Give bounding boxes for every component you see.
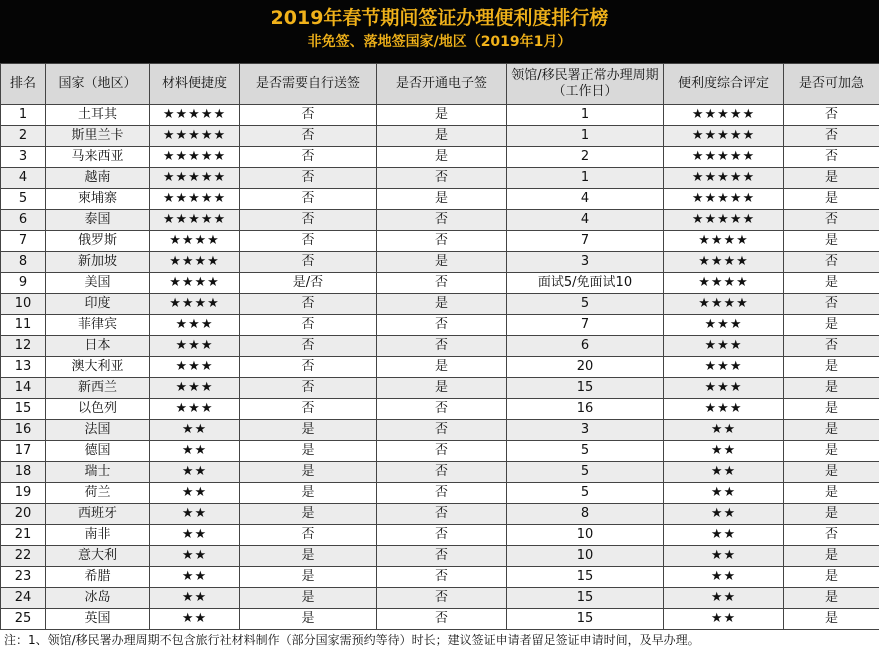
e-visa-cell: 是 xyxy=(377,294,507,315)
table-row xyxy=(1,210,879,231)
e-visa-cell: 否 xyxy=(377,441,507,462)
table-row xyxy=(1,315,879,336)
overall-rating-cell: ★★★★★ xyxy=(664,147,784,168)
country-cell: 以色列 xyxy=(46,399,150,420)
overall-rating-cell: ★★★★★ xyxy=(664,210,784,231)
self-submit-cell: 是 xyxy=(240,609,377,630)
processing-days-cell: 4 xyxy=(507,189,664,210)
processing-days-cell: 16 xyxy=(507,399,664,420)
country-cell: 法国 xyxy=(46,420,150,441)
table-row xyxy=(1,525,879,546)
expedite-cell: 否 xyxy=(784,105,879,126)
material-ease-cell: ★★★★★ xyxy=(150,147,240,168)
e-visa-cell: 是 xyxy=(377,357,507,378)
expedite-cell: 是 xyxy=(784,357,879,378)
expedite-cell: 是 xyxy=(784,315,879,336)
processing-days-cell: 7 xyxy=(507,315,664,336)
country-cell: 马来西亚 xyxy=(46,147,150,168)
rank-cell: 19 xyxy=(1,483,46,504)
table-row xyxy=(1,546,879,567)
overall-rating-cell: ★★ xyxy=(664,504,784,525)
table-row xyxy=(1,168,879,189)
col-header-self-submit: 是否需要自行送签 xyxy=(240,64,377,105)
e-visa-cell: 是 xyxy=(377,189,507,210)
rank-cell: 9 xyxy=(1,273,46,294)
overall-rating-cell: ★★★ xyxy=(664,336,784,357)
rank-cell: 1 xyxy=(1,105,46,126)
e-visa-cell: 否 xyxy=(377,588,507,609)
table-row xyxy=(1,294,879,315)
self-submit-cell: 是 xyxy=(240,462,377,483)
expedite-cell: 否 xyxy=(784,336,879,357)
expedite-cell: 否 xyxy=(784,252,879,273)
processing-days-cell: 面试5/免面试10 xyxy=(507,273,664,294)
rank-cell: 15 xyxy=(1,399,46,420)
rank-cell: 17 xyxy=(1,441,46,462)
self-submit-cell: 否 xyxy=(240,189,377,210)
material-ease-cell: ★★ xyxy=(150,420,240,441)
col-header-processing-days: 领馆/移民署正常办理周期（工作日） xyxy=(507,64,664,105)
expedite-cell: 是 xyxy=(784,546,879,567)
expedite-cell: 否 xyxy=(784,525,879,546)
col-header-overall-rating: 便利度综合评定 xyxy=(664,64,784,105)
rank-cell: 4 xyxy=(1,168,46,189)
self-submit-cell: 是 xyxy=(240,504,377,525)
country-cell: 南非 xyxy=(46,525,150,546)
processing-days-cell: 6 xyxy=(507,336,664,357)
processing-days-cell: 5 xyxy=(507,483,664,504)
processing-days-cell: 1 xyxy=(507,168,664,189)
table-row xyxy=(1,567,879,588)
e-visa-cell: 否 xyxy=(377,231,507,252)
country-cell: 新加坡 xyxy=(46,252,150,273)
overall-rating-cell: ★★★★★ xyxy=(664,126,784,147)
material-ease-cell: ★★★★ xyxy=(150,252,240,273)
material-ease-cell: ★★ xyxy=(150,504,240,525)
processing-days-cell: 15 xyxy=(507,567,664,588)
processing-days-cell: 10 xyxy=(507,546,664,567)
country-cell: 越南 xyxy=(46,168,150,189)
country-cell: 希腊 xyxy=(46,567,150,588)
country-cell: 斯里兰卡 xyxy=(46,126,150,147)
self-submit-cell: 否 xyxy=(240,147,377,168)
table-row xyxy=(1,399,879,420)
overall-rating-cell: ★★ xyxy=(664,588,784,609)
overall-rating-cell: ★★★★ xyxy=(664,231,784,252)
table-row xyxy=(1,441,879,462)
processing-days-cell: 2 xyxy=(507,147,664,168)
material-ease-cell: ★★★★★ xyxy=(150,126,240,147)
table-row xyxy=(1,420,879,441)
e-visa-cell: 否 xyxy=(377,609,507,630)
col-header-material-ease: 材料便捷度 xyxy=(150,64,240,105)
e-visa-cell: 否 xyxy=(377,336,507,357)
overall-rating-cell: ★★★★ xyxy=(664,294,784,315)
expedite-cell: 否 xyxy=(784,210,879,231)
rank-cell: 16 xyxy=(1,420,46,441)
overall-rating-cell: ★★★★★ xyxy=(664,105,784,126)
expedite-cell: 是 xyxy=(784,189,879,210)
table-row xyxy=(1,504,879,525)
e-visa-cell: 否 xyxy=(377,210,507,231)
country-cell: 澳大利亚 xyxy=(46,357,150,378)
expedite-cell: 否 xyxy=(784,126,879,147)
country-cell: 日本 xyxy=(46,336,150,357)
processing-days-cell: 5 xyxy=(507,294,664,315)
processing-days-cell: 3 xyxy=(507,252,664,273)
country-cell: 土耳其 xyxy=(46,105,150,126)
rank-cell: 11 xyxy=(1,315,46,336)
country-cell: 菲律宾 xyxy=(46,315,150,336)
rank-cell: 20 xyxy=(1,504,46,525)
overall-rating-cell: ★★ xyxy=(664,567,784,588)
self-submit-cell: 否 xyxy=(240,525,377,546)
page-subtitle: 非免签、落地签国家/地区（2019年1月） xyxy=(307,34,572,50)
self-submit-cell: 是 xyxy=(240,588,377,609)
overall-rating-cell: ★★ xyxy=(664,441,784,462)
overall-rating-cell: ★★★★★ xyxy=(664,189,784,210)
rank-cell: 14 xyxy=(1,378,46,399)
self-submit-cell: 否 xyxy=(240,315,377,336)
expedite-cell: 否 xyxy=(784,147,879,168)
overall-rating-cell: ★★ xyxy=(664,546,784,567)
overall-rating-cell: ★★ xyxy=(664,609,784,630)
expedite-cell: 是 xyxy=(784,168,879,189)
table-row xyxy=(1,462,879,483)
overall-rating-cell: ★★ xyxy=(664,483,784,504)
expedite-cell: 是 xyxy=(784,441,879,462)
table-header-row xyxy=(1,64,879,105)
expedite-cell: 是 xyxy=(784,420,879,441)
page-title: 2019年春节期间签证办理便利度排行榜 xyxy=(270,7,609,29)
material-ease-cell: ★★ xyxy=(150,525,240,546)
e-visa-cell: 否 xyxy=(377,525,507,546)
col-header-rank: 排名 xyxy=(1,64,46,105)
table-row xyxy=(1,105,879,126)
processing-days-cell: 15 xyxy=(507,609,664,630)
rank-cell: 12 xyxy=(1,336,46,357)
table-row xyxy=(1,609,879,630)
col-header-e-visa: 是否开通电子签 xyxy=(377,64,507,105)
processing-days-cell: 1 xyxy=(507,105,664,126)
material-ease-cell: ★★★ xyxy=(150,336,240,357)
self-submit-cell: 否 xyxy=(240,105,377,126)
material-ease-cell: ★★★★★ xyxy=(150,189,240,210)
table-row xyxy=(1,273,879,294)
self-submit-cell: 是 xyxy=(240,546,377,567)
processing-days-cell: 5 xyxy=(507,462,664,483)
table-row xyxy=(1,147,879,168)
self-submit-cell: 否 xyxy=(240,231,377,252)
rank-cell: 8 xyxy=(1,252,46,273)
material-ease-cell: ★★★★★ xyxy=(150,168,240,189)
table-row xyxy=(1,231,879,252)
table-row xyxy=(1,588,879,609)
rank-cell: 6 xyxy=(1,210,46,231)
country-cell: 俄罗斯 xyxy=(46,231,150,252)
e-visa-cell: 否 xyxy=(377,315,507,336)
rank-cell: 23 xyxy=(1,567,46,588)
rank-cell: 7 xyxy=(1,231,46,252)
rank-cell: 18 xyxy=(1,462,46,483)
country-cell: 英国 xyxy=(46,609,150,630)
material-ease-cell: ★★★ xyxy=(150,315,240,336)
title-banner xyxy=(0,0,879,63)
material-ease-cell: ★★★★★ xyxy=(150,210,240,231)
table-row xyxy=(1,126,879,147)
self-submit-cell: 否 xyxy=(240,294,377,315)
table-row xyxy=(1,252,879,273)
table-row xyxy=(1,336,879,357)
rank-cell: 13 xyxy=(1,357,46,378)
overall-rating-cell: ★★★★ xyxy=(664,273,784,294)
rank-cell: 24 xyxy=(1,588,46,609)
expedite-cell: 否 xyxy=(784,294,879,315)
e-visa-cell: 否 xyxy=(377,168,507,189)
self-submit-cell: 否 xyxy=(240,399,377,420)
processing-days-cell: 4 xyxy=(507,210,664,231)
material-ease-cell: ★★★★ xyxy=(150,294,240,315)
country-cell: 新西兰 xyxy=(46,378,150,399)
material-ease-cell: ★★ xyxy=(150,441,240,462)
country-cell: 德国 xyxy=(46,441,150,462)
rank-cell: 3 xyxy=(1,147,46,168)
e-visa-cell: 是 xyxy=(377,126,507,147)
e-visa-cell: 是 xyxy=(377,378,507,399)
rank-cell: 5 xyxy=(1,189,46,210)
overall-rating-cell: ★★★★ xyxy=(664,252,784,273)
expedite-cell: 是 xyxy=(784,231,879,252)
table-row xyxy=(1,189,879,210)
material-ease-cell: ★★★★ xyxy=(150,273,240,294)
table-body xyxy=(1,105,879,630)
country-cell: 瑞士 xyxy=(46,462,150,483)
overall-rating-cell: ★★ xyxy=(664,420,784,441)
processing-days-cell: 3 xyxy=(507,420,664,441)
self-submit-cell: 是 xyxy=(240,483,377,504)
processing-days-cell: 20 xyxy=(507,357,664,378)
table-row xyxy=(1,483,879,504)
expedite-cell: 是 xyxy=(784,273,879,294)
material-ease-cell: ★★ xyxy=(150,588,240,609)
material-ease-cell: ★★★★★ xyxy=(150,105,240,126)
material-ease-cell: ★★★★ xyxy=(150,231,240,252)
country-cell: 荷兰 xyxy=(46,483,150,504)
processing-days-cell: 8 xyxy=(507,504,664,525)
overall-rating-cell: ★★★ xyxy=(664,399,784,420)
material-ease-cell: ★★ xyxy=(150,483,240,504)
overall-rating-cell: ★★ xyxy=(664,462,784,483)
material-ease-cell: ★★ xyxy=(150,546,240,567)
material-ease-cell: ★★ xyxy=(150,567,240,588)
self-submit-cell: 否 xyxy=(240,168,377,189)
processing-days-cell: 7 xyxy=(507,231,664,252)
footnote: 注：1、领馆/移民署办理周期不包含旅行社材料制作（部分国家需预约等待）时长；建议签证申请者留足签证申请时间，及早办理。 xyxy=(0,630,879,651)
material-ease-cell: ★★ xyxy=(150,609,240,630)
col-header-expedite: 是否可加急 xyxy=(784,64,879,105)
material-ease-cell: ★★ xyxy=(150,462,240,483)
overall-rating-cell: ★★ xyxy=(664,525,784,546)
e-visa-cell: 否 xyxy=(377,273,507,294)
country-cell: 柬埔寨 xyxy=(46,189,150,210)
col-header-country: 国家（地区） xyxy=(46,64,150,105)
expedite-cell: 是 xyxy=(784,399,879,420)
expedite-cell: 是 xyxy=(784,588,879,609)
overall-rating-cell: ★★★ xyxy=(664,357,784,378)
self-submit-cell: 是 xyxy=(240,420,377,441)
self-submit-cell: 是 xyxy=(240,567,377,588)
rank-cell: 2 xyxy=(1,126,46,147)
table-row xyxy=(1,357,879,378)
expedite-cell: 是 xyxy=(784,504,879,525)
rank-cell: 25 xyxy=(1,609,46,630)
material-ease-cell: ★★★ xyxy=(150,378,240,399)
rank-cell: 21 xyxy=(1,525,46,546)
country-cell: 印度 xyxy=(46,294,150,315)
overall-rating-cell: ★★★ xyxy=(664,315,784,336)
expedite-cell: 是 xyxy=(784,462,879,483)
self-submit-cell: 否 xyxy=(240,252,377,273)
country-cell: 西班牙 xyxy=(46,504,150,525)
expedite-cell: 是 xyxy=(784,609,879,630)
processing-days-cell: 10 xyxy=(507,525,664,546)
rank-cell: 10 xyxy=(1,294,46,315)
country-cell: 冰岛 xyxy=(46,588,150,609)
country-cell: 泰国 xyxy=(46,210,150,231)
e-visa-cell: 否 xyxy=(377,420,507,441)
self-submit-cell: 是 xyxy=(240,441,377,462)
e-visa-cell: 否 xyxy=(377,567,507,588)
material-ease-cell: ★★★ xyxy=(150,399,240,420)
self-submit-cell: 否 xyxy=(240,210,377,231)
processing-days-cell: 5 xyxy=(507,441,664,462)
e-visa-cell: 否 xyxy=(377,546,507,567)
e-visa-cell: 是 xyxy=(377,252,507,273)
e-visa-cell: 是 xyxy=(377,105,507,126)
self-submit-cell: 否 xyxy=(240,336,377,357)
self-submit-cell: 是/否 xyxy=(240,273,377,294)
table-row xyxy=(1,378,879,399)
e-visa-cell: 否 xyxy=(377,462,507,483)
ranking-table xyxy=(0,63,879,630)
self-submit-cell: 否 xyxy=(240,357,377,378)
overall-rating-cell: ★★★★★ xyxy=(664,168,784,189)
overall-rating-cell: ★★★ xyxy=(664,378,784,399)
self-submit-cell: 否 xyxy=(240,126,377,147)
e-visa-cell: 是 xyxy=(377,147,507,168)
self-submit-cell: 否 xyxy=(240,378,377,399)
processing-days-cell: 15 xyxy=(507,588,664,609)
processing-days-cell: 15 xyxy=(507,378,664,399)
expedite-cell: 是 xyxy=(784,567,879,588)
country-cell: 美国 xyxy=(46,273,150,294)
e-visa-cell: 否 xyxy=(377,483,507,504)
e-visa-cell: 否 xyxy=(377,504,507,525)
e-visa-cell: 否 xyxy=(377,399,507,420)
rank-cell: 22 xyxy=(1,546,46,567)
expedite-cell: 是 xyxy=(784,378,879,399)
country-cell: 意大利 xyxy=(46,546,150,567)
material-ease-cell: ★★★ xyxy=(150,357,240,378)
expedite-cell: 是 xyxy=(784,483,879,504)
processing-days-cell: 1 xyxy=(507,126,664,147)
